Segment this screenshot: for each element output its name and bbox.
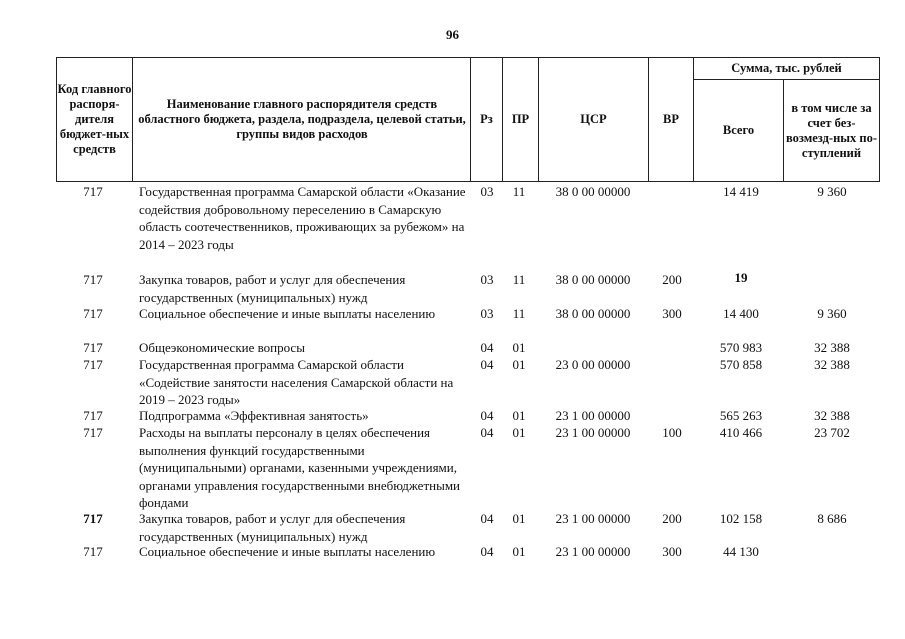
row-total: 14 419 [723,184,759,199]
row-pr: 01 [512,357,526,372]
row-vr: 100 [662,425,682,440]
row-rz: 04 [480,408,494,423]
row-vr: 200 [662,272,682,287]
row-code: 717 [83,408,103,423]
row-free: 32 388 [814,408,850,423]
header-total: Всего [722,123,755,137]
row-code: 717 [83,357,103,372]
row-free: 9 360 [817,306,847,321]
row-csr: 38 0 00 00000 [555,272,631,287]
row-rz: 04 [480,357,494,372]
row-name: Расходы на выплаты персоналу в целях обеспечения выполнения функций государственными (муниципальными) органами, казенными учреждениями, органами управления государственными внебюджетными фондами [139,425,461,510]
row-vr: 300 [662,306,682,321]
row-csr: 38 0 00 00000 [555,184,631,199]
row-code: 717 [83,306,103,321]
row-code: 717 [83,425,103,440]
row-vr: 200 [662,511,682,526]
row-code: 717 [83,272,103,287]
header-code: Код главного распоря-дителя бюджет-ных средств [57,82,132,156]
row-name: Государственная программа Самарской области «Содействие занятости населения Самарской области на 2019 – 2023 годы» [139,357,454,407]
header-pr: ПР [511,112,530,126]
row-name: Общеэкономические вопросы [139,340,305,355]
row-free: 23 702 [814,425,850,440]
row-rz: 04 [480,425,494,440]
row-code: 717 [83,511,103,526]
row-csr: 23 0 00 00000 [555,357,631,372]
row-total: 44 130 [723,544,759,559]
row-name: Государственная программа Самарской области «Оказание содействия добровольному переселению в Самарскую область соотечественников, проживающих за рубежом» на 2014 – 2023 годы [139,184,466,252]
row-code: 717 [83,184,103,199]
row-code: 717 [83,340,103,355]
row-csr: 23 1 00 00000 [555,544,631,559]
header-vr: ВР [663,112,679,126]
row-name: Социальное обеспечение и иные выплаты населению [139,544,436,559]
row-total: 570 983 [719,340,763,355]
row-csr: 38 0 00 00000 [555,306,631,321]
row-total: 570 858 [719,357,763,372]
row-name: Закупка товаров, работ и услуг для обеспечения государственных (муниципальных) нужд [139,511,406,544]
row-csr: 23 1 00 00000 [555,425,631,440]
row-free: 32 388 [814,357,850,372]
row-rz: 04 [480,340,494,355]
row-pr: 11 [512,306,526,321]
row-rz: 03 [480,184,494,199]
row-total: 565 263 [719,408,763,423]
header-csr: ЦСР [580,112,607,126]
header-free: в том числе за счет без-возмезд-ных по-ступлений [785,100,878,160]
row-total: 19 [734,270,748,285]
row-free: 32 388 [814,340,850,355]
row-pr: 01 [512,425,526,440]
row-name: Подпрограмма «Эффективная занятость» [139,408,369,423]
row-name: Закупка товаров, работ и услуг для обеспечения государственных (муниципальных) нужд [139,272,406,305]
row-rz: 03 [480,272,494,287]
page-number: 96 [446,27,459,42]
row-code: 717 [83,544,103,559]
row-free: 9 360 [817,184,847,199]
row-pr: 01 [512,340,526,355]
row-free: 8 686 [817,511,847,526]
row-total: 102 158 [719,511,763,526]
row-vr: 300 [662,544,682,559]
row-pr: 01 [512,511,526,526]
row-rz: 03 [480,306,494,321]
header-sum-group: Сумма, тыс. рублей [731,61,842,75]
row-pr: 11 [512,272,526,287]
row-name: Социальное обеспечение и иные выплаты населению [139,306,436,321]
header-name: Наименование главного распорядителя средств областного бюджета, раздела, подраздела, целевой статьи, группы видов расходов [138,97,466,141]
row-pr: 01 [512,408,526,423]
row-csr: 23 1 00 00000 [555,408,631,423]
row-rz: 04 [480,544,494,559]
row-total: 14 400 [723,306,759,321]
row-total: 410 466 [719,425,763,440]
row-pr: 01 [512,544,526,559]
row-pr: 11 [512,184,526,199]
header-rz: Рз [480,112,493,126]
row-csr: 23 1 00 00000 [555,511,631,526]
row-rz: 04 [480,511,494,526]
